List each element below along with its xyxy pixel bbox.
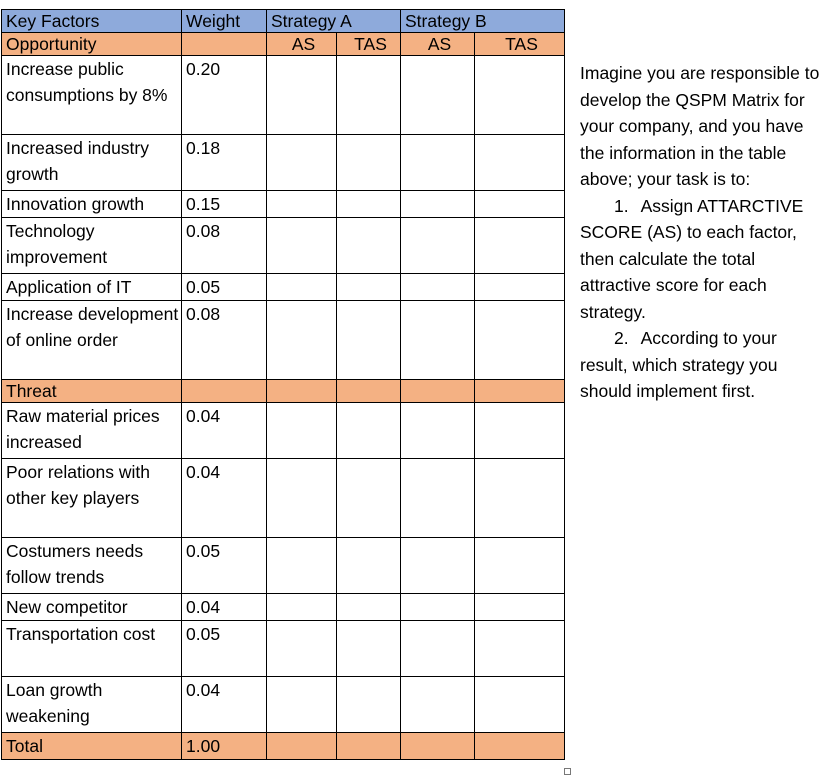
score-cell-as-b[interactable] <box>401 621 475 677</box>
score-cell-as-a[interactable] <box>267 621 337 677</box>
threat-section-row <box>2 380 565 403</box>
score-cell-as-a[interactable] <box>267 677 337 733</box>
score-cell-as-b[interactable] <box>401 274 475 301</box>
instruction-item-2: 2. According to your result, which strategy you should implement first. <box>580 328 778 401</box>
score-cell-tas-a[interactable] <box>337 218 401 274</box>
instructions-list <box>580 193 820 405</box>
factor-cell: Poor relations with other key players <box>2 459 182 538</box>
score-cell-as-b[interactable] <box>401 459 475 538</box>
header-weight: Weight <box>182 10 267 33</box>
score-cell-as-a[interactable] <box>267 274 337 301</box>
opportunity-rows <box>2 56 565 380</box>
score-cell-tas-b[interactable] <box>475 218 565 274</box>
score-cell-tas-b[interactable] <box>475 677 565 733</box>
score-cell-as-a[interactable] <box>267 301 337 380</box>
score-cell-as-b[interactable] <box>401 56 475 135</box>
factor-cell: Increased industry growth <box>2 135 182 191</box>
score-cell-tas-a[interactable] <box>337 135 401 191</box>
score-cell-tas-a[interactable] <box>337 677 401 733</box>
factor-cell: Technology improvement <box>2 218 182 274</box>
table-row <box>2 301 565 380</box>
section-weight-empty <box>182 33 267 56</box>
score-cell-tas-b[interactable] <box>475 403 565 459</box>
score-cell-tas-b[interactable] <box>475 56 565 135</box>
weight-cell: 0.05 <box>182 538 267 594</box>
weight-cell: 0.08 <box>182 301 267 380</box>
score-cell-tas-a[interactable] <box>337 459 401 538</box>
section-label-opportunity: Opportunity <box>2 33 182 56</box>
score-cell-tas-b[interactable] <box>475 459 565 538</box>
score-cell-as-b[interactable] <box>401 403 475 459</box>
table-row <box>2 403 565 459</box>
instructions-intro: Imagine you are responsible to develop the QSPM Matrix for your company, and you have the information in the table above; your task is to: <box>580 63 820 189</box>
score-cell-as-b[interactable] <box>401 538 475 594</box>
instructions-panel <box>580 60 820 405</box>
score-cell-tas-a[interactable] <box>337 621 401 677</box>
weight-cell: 0.08 <box>182 218 267 274</box>
score-cell-as-a[interactable] <box>267 459 337 538</box>
score-cell-as-b[interactable] <box>401 677 475 733</box>
table-row <box>2 594 565 621</box>
factor-cell: Increase development of online order <box>2 301 182 380</box>
factor-cell: Loan growth weakening <box>2 677 182 733</box>
score-cell-as-a[interactable] <box>267 594 337 621</box>
score-cell-tas-b[interactable] <box>475 621 565 677</box>
factor-cell: Raw material prices increased <box>2 403 182 459</box>
score-cell-as-a[interactable] <box>267 403 337 459</box>
score-cell-as-b[interactable] <box>401 135 475 191</box>
score-cell-as-b[interactable] <box>401 301 475 380</box>
table-row <box>2 459 565 538</box>
score-cell-as-a[interactable] <box>267 538 337 594</box>
score-cell-as-a[interactable] <box>267 56 337 135</box>
total-label: Total <box>2 733 182 760</box>
total-weight: 1.00 <box>182 733 267 760</box>
score-cell-as-b[interactable] <box>401 218 475 274</box>
threat-rows <box>2 403 565 733</box>
score-cell-tas-a[interactable] <box>337 403 401 459</box>
weight-cell: 0.05 <box>182 621 267 677</box>
weight-cell: 0.04 <box>182 403 267 459</box>
factor-cell: Transportation cost <box>2 621 182 677</box>
total-as-a[interactable] <box>267 733 337 760</box>
opportunity-section-row <box>2 33 565 56</box>
score-cell-as-b[interactable] <box>401 594 475 621</box>
factor-cell: Costumers needs follow trends <box>2 538 182 594</box>
subheader-as-b: AS <box>401 33 475 56</box>
score-cell-tas-b[interactable] <box>475 191 565 218</box>
total-row <box>2 733 565 760</box>
weight-cell: 0.05 <box>182 274 267 301</box>
score-cell-tas-a[interactable] <box>337 274 401 301</box>
table-resize-handle[interactable] <box>564 768 571 775</box>
score-cell-tas-a[interactable] <box>337 56 401 135</box>
section-label-threat: Threat <box>2 380 182 403</box>
header-row <box>2 10 565 33</box>
score-cell-tas-b[interactable] <box>475 135 565 191</box>
score-cell-as-a[interactable] <box>267 218 337 274</box>
factor-cell: Increase public consumptions by 8% <box>2 56 182 135</box>
total-tas-a[interactable] <box>337 733 401 760</box>
score-cell-tas-a[interactable] <box>337 301 401 380</box>
score-cell-tas-b[interactable] <box>475 594 565 621</box>
weight-cell: 0.20 <box>182 56 267 135</box>
score-cell-tas-b[interactable] <box>475 538 565 594</box>
table-row <box>2 191 565 218</box>
table-row <box>2 274 565 301</box>
header-strategy-b: Strategy B <box>401 10 565 33</box>
score-cell-tas-a[interactable] <box>337 538 401 594</box>
score-cell-tas-a[interactable] <box>337 594 401 621</box>
weight-cell: 0.04 <box>182 594 267 621</box>
score-cell-as-a[interactable] <box>267 191 337 218</box>
total-as-b[interactable] <box>401 733 475 760</box>
table-row <box>2 621 565 677</box>
table-row <box>2 56 565 135</box>
subheader-as-a: AS <box>267 33 337 56</box>
subheader-tas-b: TAS <box>475 33 565 56</box>
header-key-factors: Key Factors <box>2 10 182 33</box>
table-row <box>2 218 565 274</box>
header-strategy-a: Strategy A <box>267 10 401 33</box>
score-cell-tas-a[interactable] <box>337 191 401 218</box>
weight-cell: 0.04 <box>182 459 267 538</box>
score-cell-as-b[interactable] <box>401 191 475 218</box>
instruction-item-1: 1. Assign ATTARCTIVE SCORE (AS) to each factor, then calculate the total attractive score for each strategy. <box>580 195 804 322</box>
qspm-table <box>1 9 565 760</box>
weight-cell: 0.18 <box>182 135 267 191</box>
table-row <box>2 135 565 191</box>
score-cell-tas-b[interactable] <box>475 274 565 301</box>
factor-cell: Application of IT <box>2 274 182 301</box>
factor-cell: Innovation growth <box>2 191 182 218</box>
table-row <box>2 677 565 733</box>
total-tas-b[interactable] <box>475 733 565 760</box>
subheader-tas-a: TAS <box>337 33 401 56</box>
table-row <box>2 538 565 594</box>
factor-cell: New competitor <box>2 594 182 621</box>
score-cell-as-a[interactable] <box>267 135 337 191</box>
weight-cell: 0.04 <box>182 677 267 733</box>
score-cell-tas-b[interactable] <box>475 301 565 380</box>
weight-cell: 0.15 <box>182 191 267 218</box>
